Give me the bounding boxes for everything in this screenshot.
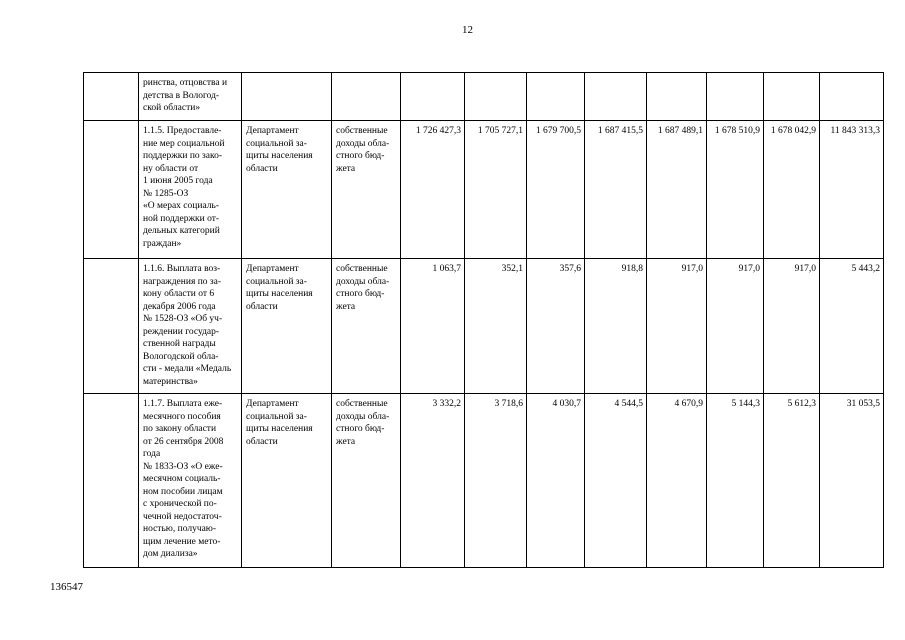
value-cell: 1 726 427,3: [401, 121, 465, 259]
department-cell: Департамент социальной за- щиты населения области: [242, 394, 332, 568]
value-cell: [764, 73, 820, 121]
value-cell: [647, 73, 707, 121]
value-cell: [707, 73, 764, 121]
blank-cell: [84, 394, 139, 568]
budget-table: [83, 72, 884, 568]
value-cell: 3 718,6: [465, 394, 527, 568]
value-cell: 1 705 727,1: [465, 121, 527, 259]
value-cell: 4 030,7: [527, 394, 585, 568]
value-cell: 1 679 700,5: [527, 121, 585, 259]
value-cell: 1 687 415,5: [585, 121, 647, 259]
department-cell: Департамент социальной за- щиты населения области: [242, 259, 332, 394]
funding-source-cell: собственные доходы обла- стного бюд- жета: [332, 394, 401, 568]
blank-cell: [84, 259, 139, 394]
page-number: 12: [462, 24, 473, 36]
value-cell: 357,6: [527, 259, 585, 394]
value-cell: 1 678 510,9: [707, 121, 764, 259]
value-cell: 917,0: [707, 259, 764, 394]
value-cell: 352,1: [465, 259, 527, 394]
table-row: [84, 73, 884, 121]
total-cell: [820, 73, 884, 121]
department-cell: [242, 73, 332, 121]
measure-name-cell: 1.1.5. Предоставле- ние мер социальной поддержки по зако- ну области от 1 июня 2005 года № 1285-ОЗ «О мерах социаль- ной поддержки от- дельных категорий граждан»: [139, 121, 242, 259]
value-cell: [585, 73, 647, 121]
total-cell: 31 053,5: [820, 394, 884, 568]
value-cell: 4 544,5: [585, 394, 647, 568]
value-cell: 4 670,9: [647, 394, 707, 568]
value-cell: 5 612,3: [764, 394, 820, 568]
value-cell: 5 144,3: [707, 394, 764, 568]
table-row: [84, 121, 884, 259]
table-row: [84, 259, 884, 394]
value-cell: 1 687 489,1: [647, 121, 707, 259]
value-cell: 917,0: [764, 259, 820, 394]
total-cell: 11 843 313,3: [820, 121, 884, 259]
value-cell: [465, 73, 527, 121]
value-cell: 917,0: [647, 259, 707, 394]
funding-source-cell: собственные доходы обла- стного бюд- жета: [332, 259, 401, 394]
value-cell: [527, 73, 585, 121]
total-cell: 5 443,2: [820, 259, 884, 394]
blank-cell: [84, 121, 139, 259]
value-cell: 1 063,7: [401, 259, 465, 394]
measure-name-cell: ринства, отцовства и детства в Вологод- ской области»: [139, 73, 242, 121]
value-cell: 3 332,2: [401, 394, 465, 568]
value-cell: [401, 73, 465, 121]
blank-cell: [84, 73, 139, 121]
funding-source-cell: собственные доходы обла- стного бюд- жета: [332, 121, 401, 259]
table-row: [84, 394, 884, 568]
measure-name-cell: 1.1.7. Выплата еже- месячного пособия по закону области от 26 сентября 2008 года № 1833-ОЗ «О еже- месячном социаль- ном пособии лицам с хронической по- чечной недостаточ- ностью, получаю- щим лечение мето- дом диализа»: [139, 394, 242, 568]
department-cell: Департамент социальной за- щиты населения области: [242, 121, 332, 259]
document-code: 136547: [50, 581, 83, 593]
value-cell: 1 678 042,9: [764, 121, 820, 259]
funding-source-cell: [332, 73, 401, 121]
value-cell: 918,8: [585, 259, 647, 394]
measure-name-cell: 1.1.6. Выплата воз- награждения по за- кону области от 6 декабря 2006 года № 1528-ОЗ «Об уч- реждении государ- ственной награды Вологодской обла- сти - медали «Медаль материнства»: [139, 259, 242, 394]
